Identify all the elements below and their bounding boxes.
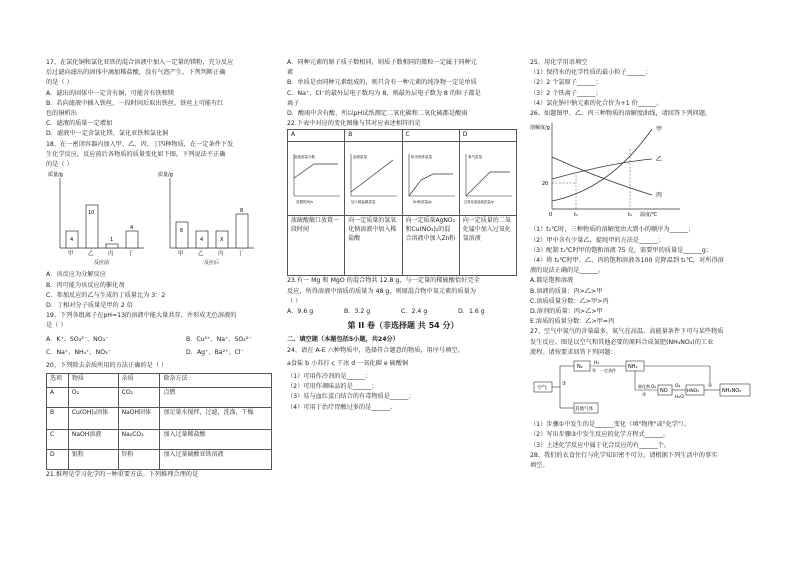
column-left	[46, 58, 274, 480]
q26-item: （3）配制 t₁℃时甲的饱和溶液 75 克，需要甲的质量是______g；	[530, 246, 712, 254]
q18-bar-charts	[46, 170, 274, 266]
q19-option-b: B．Cu²⁺、Na⁺、SO₄²⁻	[186, 335, 252, 343]
curve-bing	[552, 157, 652, 195]
q21-option: B．单质是由同种元素组成的，则只含有一种元素的纯净物一定是单质	[287, 79, 477, 87]
column-middle	[287, 58, 519, 413]
table-cell: 向一定质量的氢氧化钠溶液中加入稀盐酸	[345, 216, 402, 276]
graph-xlabel: 加入稀盐酸质量	[351, 200, 376, 205]
table-row	[47, 408, 272, 430]
table-cell: 向一定质量AgNO₃和Cu(NO₃)₂的混合溶液中加入Zn粉	[402, 216, 459, 276]
curve-label-yi: 乙	[656, 156, 663, 164]
q26-option: B.溶液的质量：丙>乙>甲	[530, 287, 603, 295]
table-cell: 点燃	[160, 388, 272, 408]
curve-label-bing: 丙	[656, 192, 663, 200]
q24-options: a食盐 b 小苏打 c 干冰 d 一氧化碳 e 硫酸铜	[287, 359, 409, 367]
table-cell: CO₂	[118, 388, 160, 408]
process-flow-diagram	[530, 358, 758, 416]
q28-line: 填空。	[530, 462, 549, 470]
q22-table	[287, 129, 517, 276]
table-header-cell: 除杂方法	[160, 374, 272, 388]
cat-label: 乙	[88, 251, 94, 258]
bar-value: 10	[88, 210, 95, 217]
graph-xlabel: 过氧化氢溶液质量/g	[463, 200, 494, 205]
table-cell: Na₂CO₃	[118, 430, 160, 450]
q17-option: 色的铜析出	[46, 110, 77, 118]
graph-b	[345, 142, 401, 212]
q19-line: 19、下列各组离子在pH=13的溶液中能大量共存，并形成无色溶液的	[46, 312, 237, 320]
q18-option: C．参加反应的乙与生成的丁质量比为 3：2	[46, 291, 166, 299]
label-nh3: NH₃	[628, 364, 638, 371]
q22-line: 22.下表中对应的变化图像与其对应表述相符的是	[287, 120, 421, 128]
bar-value: 1	[110, 237, 114, 244]
q25-item: （1）保持水的化学性质的最小粒子______；	[530, 69, 652, 77]
label-cat: 催化剂 O₂	[638, 384, 657, 390]
sol-xlabel: 温度/℃	[640, 212, 658, 219]
q24-item: （3）易与血红蛋白结合的有毒物质是______；	[287, 393, 415, 401]
table-cell: Cu(OH)₂固体	[68, 408, 118, 430]
q19-option-d: D．Ag⁺、Ba²⁺、Cl⁻	[186, 348, 244, 356]
q23-option-a: A．9.6 g	[287, 308, 314, 316]
table-cell: 向一定质量的二氧化锰中加入过氧化氢溶液	[459, 216, 516, 276]
q18-line: 的是（ ）	[46, 161, 73, 169]
table-header-cell: B	[345, 130, 402, 142]
q24-item: （1）可用作冷剂的是______；	[287, 373, 372, 381]
table-cell: A	[47, 388, 69, 408]
table-header-row	[288, 130, 517, 142]
label-other: 其他气体	[575, 407, 593, 413]
q26-line: 26、如题图甲、乙、丙三种物质的溶解度曲线，请回答下列问题。	[530, 110, 712, 118]
cat-label: 丁	[128, 251, 134, 258]
q17-line: 后过滤向滤出的固体中滴加稀盐酸，没有气泡产生。下列判断正确	[46, 69, 226, 77]
chart-before-ylabel: 质量/g	[48, 172, 63, 179]
q24-line: 24、请在 A-E 六种物质中，选择符合题意的物质，用序号填空。	[287, 346, 464, 354]
q23-option-c: C．2.4 g	[401, 308, 428, 316]
chart-before	[48, 171, 144, 266]
q28-line: 28、我们的衣食住行与化学知识密不可分。请根据下列生活中的事实	[530, 451, 718, 459]
table-cell: C	[47, 430, 69, 450]
graph-ylabel: 氧气质量	[467, 155, 482, 160]
solubility-chart	[530, 119, 758, 221]
label-h2: H₂	[594, 361, 600, 367]
q19-option-c: C．Na⁺、NH₄⁺、NO₃⁻	[46, 348, 111, 356]
table-cell: B	[47, 408, 69, 430]
graph-curve	[409, 174, 453, 196]
table-cell: 银粉	[68, 450, 118, 470]
q20-table	[46, 373, 272, 470]
q17-option: C．滤液的质量一定增加	[46, 120, 113, 128]
q18-line: 生化学反应，反应前后各物质的质量变化如下图。下列说法不正确	[46, 150, 226, 158]
step3-label: ③	[642, 393, 647, 399]
sol-xtick-t2: t₂	[628, 212, 632, 219]
bar-value: 6	[180, 228, 184, 235]
chart-after-xlabel: 反应后	[204, 260, 220, 267]
graph-xlabel: 放置时间/s	[296, 200, 314, 205]
q27-line: 27、空气中氮气的含量最多，氮气在高温、高能量条件下可与某些物质	[530, 328, 724, 336]
q27-line: 发生反应。图是以空气和其他必要的原料合成氮肥(NH₄NO₃)的工业	[530, 338, 714, 346]
graph-a	[288, 142, 344, 212]
q25-item: （2）2 个氯原子______；	[530, 79, 602, 87]
table-cell: 加足量水搅拌，过滤，洗涤，干燥	[160, 408, 272, 430]
q21-option: A．同种元素的原子质子数相同，则质子数相同的微粒一定属于同种元	[287, 59, 477, 66]
q25-line: 25、用化学用语填空	[530, 59, 588, 66]
graph-ylabel: 溶液质量	[353, 155, 368, 160]
q25-item: （4）氯化钠中钠元素的化合价为+1 价______。	[530, 99, 663, 107]
graph-curve	[351, 160, 393, 192]
curve-label-jia: 甲	[656, 126, 663, 134]
cat-label: 甲	[68, 251, 74, 258]
table-header-cell: 物质	[68, 374, 118, 388]
table-cell-graph-d	[459, 142, 516, 216]
table-cell: D	[47, 450, 69, 470]
curve-yi	[552, 159, 652, 179]
q19-options-row	[46, 348, 274, 358]
q26-item: （2）甲中含有少量乙，提纯甲的方法是______；	[530, 236, 664, 244]
graph-curve	[466, 172, 510, 196]
table-cell: 浓硫酸敞口放置一段时间	[288, 216, 345, 276]
cat-label: 丙	[218, 251, 224, 258]
bar-before-bing	[106, 244, 118, 248]
q23-options-row	[287, 307, 519, 317]
q26-item: （1）t₁℃时，三种物质的溶解度由大到小的顺序为______；	[530, 226, 695, 234]
q19-option-a: A．K⁺、SO₄²⁻、NO₃⁻	[46, 335, 109, 343]
cat-label: 丙	[108, 251, 114, 258]
label-no: NO	[660, 388, 668, 395]
bar-value: 4	[130, 225, 134, 232]
graph-xlabel: Zn粉质量/g	[412, 200, 432, 205]
bar-after-ding	[236, 214, 248, 248]
table-row	[47, 388, 272, 408]
table-cell: 加入过量稀盐酸	[160, 430, 272, 450]
q27-item: （3）上述化学反应中属于化合反应的有______个。	[530, 441, 671, 449]
table-cell: 锌粉	[118, 450, 160, 470]
table-row	[47, 430, 272, 450]
q18-option: A．该反应为分解反应	[46, 271, 106, 279]
column-right	[530, 58, 758, 471]
label-cond1: 一定条件	[600, 368, 616, 374]
q26-option: C.溶质质量分数：乙>甲>丙	[530, 297, 609, 305]
sol-ytick-20: 20	[542, 181, 549, 188]
table-cell: NaOH固体	[118, 408, 160, 430]
q18-option: D．丁相对分子质量是甲的 2 倍	[46, 302, 133, 310]
table-cell-graph-a	[288, 142, 345, 216]
bar-after-jia	[176, 222, 188, 248]
sol-xtick-t1: t₁	[574, 212, 578, 219]
q21-option: 离子	[287, 99, 300, 107]
table-header-cell: A	[288, 130, 345, 142]
table-graph-row	[288, 142, 517, 216]
bar-value: X	[220, 237, 224, 244]
q21-option: 素	[287, 69, 294, 77]
q26-option: E.溶质的质量分数：乙>甲=丙	[530, 318, 615, 326]
q27-item: （1）步骤①中发生的是______变化（填"物理"或"化学"）。	[530, 421, 691, 429]
q26-option: D.溶剂的质量：丙>乙>甲	[530, 308, 603, 316]
step4-label: ④	[708, 384, 713, 390]
graph-d	[460, 142, 516, 212]
label-hno3: HNO₃	[687, 389, 700, 395]
q18-line: 18、在一密闭容器内加入甲、乙、丙、丁四种物质，在一定条件下发	[46, 140, 234, 148]
q27-item: （2）写出步骤③中发生反应的化学方程式______。	[530, 431, 670, 439]
q26-option: A.都是饱和溶液	[530, 277, 574, 285]
q21-line: 21.推理是学习化学的一种重要方法。下列推理合理的是	[46, 471, 199, 479]
table-row	[47, 450, 272, 470]
label-product: NH₄NO₃	[722, 388, 742, 395]
q27-line: 流程。请按要求回答下列问题：	[530, 348, 617, 356]
q23-line: （ ）	[287, 297, 302, 305]
step2-label: ②	[592, 369, 597, 375]
q23-line: 反应，所得溶液中溶质的质量为 48 g，则原混合物中氧元素的质量为	[287, 287, 476, 295]
label-o2b: O₂	[675, 384, 681, 390]
q17-line: 的是（ ）	[46, 79, 73, 87]
q23-line: 23.有一 Mg 和 MgO 的混合物共 12.8 g，与一定量的稀硫酸恰好完全	[287, 277, 480, 285]
cat-label: 甲	[178, 251, 184, 258]
bar-value: 4	[200, 237, 204, 244]
q17-option: D．滤液中一定含氯化镁、氯化亚铁和氯化铜	[46, 130, 169, 138]
table-cell: O₂	[68, 388, 118, 408]
table-header-row	[47, 374, 272, 388]
q26-item: （4）将 t₂℃时甲、乙、丙的饱和溶液各100 克降温到 t₁℃，对所得溶	[530, 257, 724, 265]
part2-title: 二、填空题（本题包括5小题，共24分）	[287, 336, 399, 344]
label-air: 空气	[537, 385, 548, 392]
graph-curve	[294, 164, 338, 178]
bar-before-ding	[126, 231, 138, 248]
chart-before-xlabel: 反应前	[94, 260, 110, 267]
graph-ylabel: 析出固体质量	[410, 155, 432, 160]
table-row	[288, 216, 517, 276]
cat-label: 丁	[238, 251, 244, 258]
q18-option: B．丙可能为该反应的催化剂	[46, 281, 125, 289]
q23-option-d: D．1.6 g	[458, 308, 485, 316]
q17-line: 17、在氯化铜和氯化亚铁的混合溶液中加入一定量的镁粉，充分反应	[46, 59, 234, 66]
table-cell-graph-c	[402, 142, 459, 216]
bar-value: 8	[240, 208, 244, 215]
q20-line: 20、下列除去杂质所用的方法正确的是（ ）	[46, 362, 168, 370]
cat-label: 乙	[198, 251, 204, 258]
table-header-cell: 杂质	[118, 374, 160, 388]
table-header-cell: C	[402, 130, 459, 142]
label-h2o: H₂O	[675, 395, 684, 401]
q19-line: 是（ ）	[46, 322, 67, 330]
graph-ylabel: 溶液质量分数	[294, 155, 315, 160]
q21-option: D．酸雨中含有酸，所以pH试纸测定二氧化碳和二氧化硫都是酸雨	[287, 110, 468, 118]
sol-ylabel: 溶解度/g	[530, 125, 550, 132]
bar-value: 4	[70, 237, 74, 244]
label-n2: N₂	[577, 364, 583, 371]
table-cell-graph-b	[345, 142, 402, 216]
q17-option: B．若向滤液中插入铁丝，一段时间后取出铁丝，铁丝上可能有红	[46, 99, 224, 107]
q21-option: C．Na⁺、Cl⁻的最外层电子数均为 8，则最外层电子数为 8 的粒子都是	[287, 89, 481, 97]
q24-item: （4）可用于治疗胃酸过多的是______。	[287, 403, 397, 411]
table-cell: 加入过量硫酸亚铁溶液	[160, 450, 272, 470]
chart-after-ylabel: 质量/g	[158, 172, 173, 179]
table-header-cell: 选项	[47, 374, 69, 388]
q24-item: （2）可用作调味品的是______；	[287, 383, 378, 391]
q19-options-row	[46, 335, 274, 345]
sol-xtick-0: 0	[549, 212, 553, 219]
q17-option: A．滤出的固体中一定含有铜，可能含有铁和镁	[46, 89, 174, 97]
q23-option-b: B．3.2 g	[344, 308, 371, 316]
table-header-cell: D	[459, 130, 516, 142]
table-cell: NaOH溶液	[68, 430, 118, 450]
graph-c	[403, 142, 459, 212]
q26-item: 液的说法正确的是______。	[530, 267, 605, 275]
section-title: 第 II 卷（非选择题 共 54 分）	[347, 321, 459, 331]
chart-after	[158, 171, 254, 266]
q25-item: （3）2 个铁离子______；	[530, 89, 602, 97]
step1-label: ①	[562, 381, 567, 388]
